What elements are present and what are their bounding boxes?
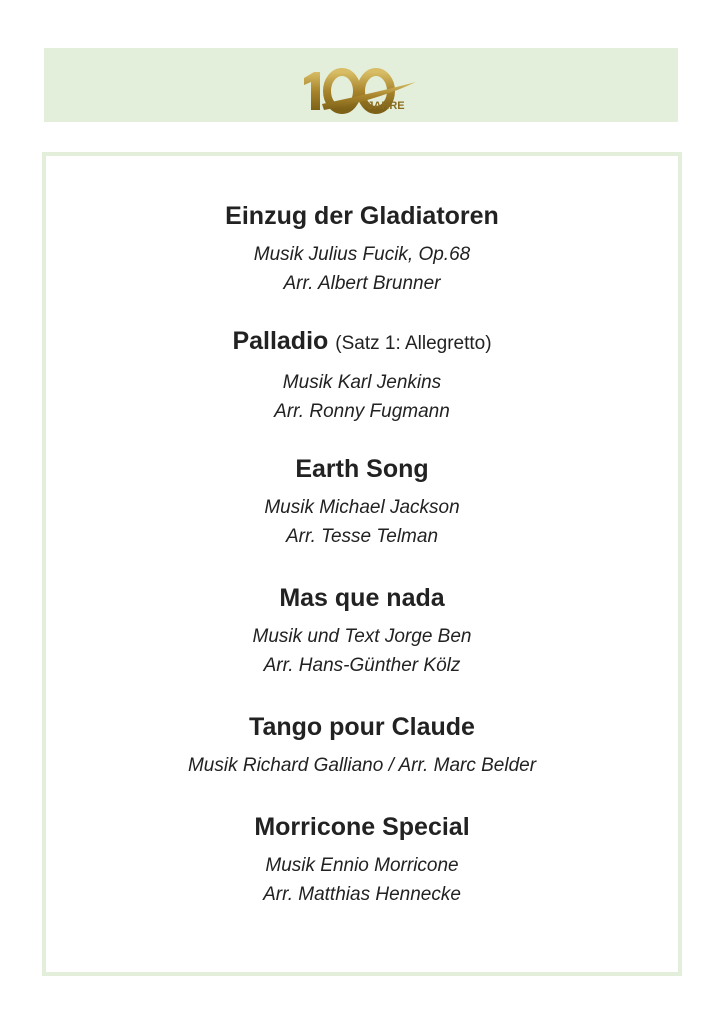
composer-credit: Musik Karl Jenkins	[282, 372, 442, 393]
composer-arranger-credit: Musik Richard Galliano / Arr. Marc Belder	[187, 755, 537, 776]
program-entry-einzug	[46, 201, 678, 298]
arranger-credit: Arr. Albert Brunner	[283, 273, 441, 294]
composer-credit: Musik Ennio Morricone	[265, 855, 459, 876]
piece-title: Earth Song	[295, 455, 429, 483]
piece-title: Palladio	[232, 327, 329, 355]
arranger-credit: Arr. Matthias Hennecke	[263, 884, 461, 905]
program-entry-morricone	[46, 812, 678, 909]
arranger-credit: Arr. Hans-Günther Kölz	[263, 655, 461, 676]
piece-title: Einzug der Gladiatoren	[225, 202, 499, 230]
piece-subtitle: (Satz 1: Allegretto)	[335, 333, 492, 354]
program-frame	[42, 152, 682, 976]
logo-word: JAHRE	[367, 100, 405, 112]
composer-credit: Musik Julius Fucik, Op.68	[253, 244, 471, 265]
piece-title-line	[46, 326, 678, 359]
anniversary-logo	[300, 64, 420, 116]
piece-title: Morricone Special	[254, 813, 470, 841]
composer-credit: Musik Michael Jackson	[264, 497, 460, 518]
arranger-credit: Arr. Tesse Telman	[285, 526, 439, 547]
program-entry-mas-que-nada	[46, 583, 678, 680]
piece-title: Mas que nada	[279, 584, 445, 612]
program-entry-palladio	[46, 326, 678, 426]
arranger-credit: Arr. Ronny Fugmann	[274, 401, 450, 422]
program-entry-earth-song	[46, 454, 678, 551]
program-entry-tango	[46, 712, 678, 780]
piece-title: Tango pour Claude	[249, 713, 475, 741]
composer-credit: Musik und Text Jorge Ben	[252, 626, 472, 647]
